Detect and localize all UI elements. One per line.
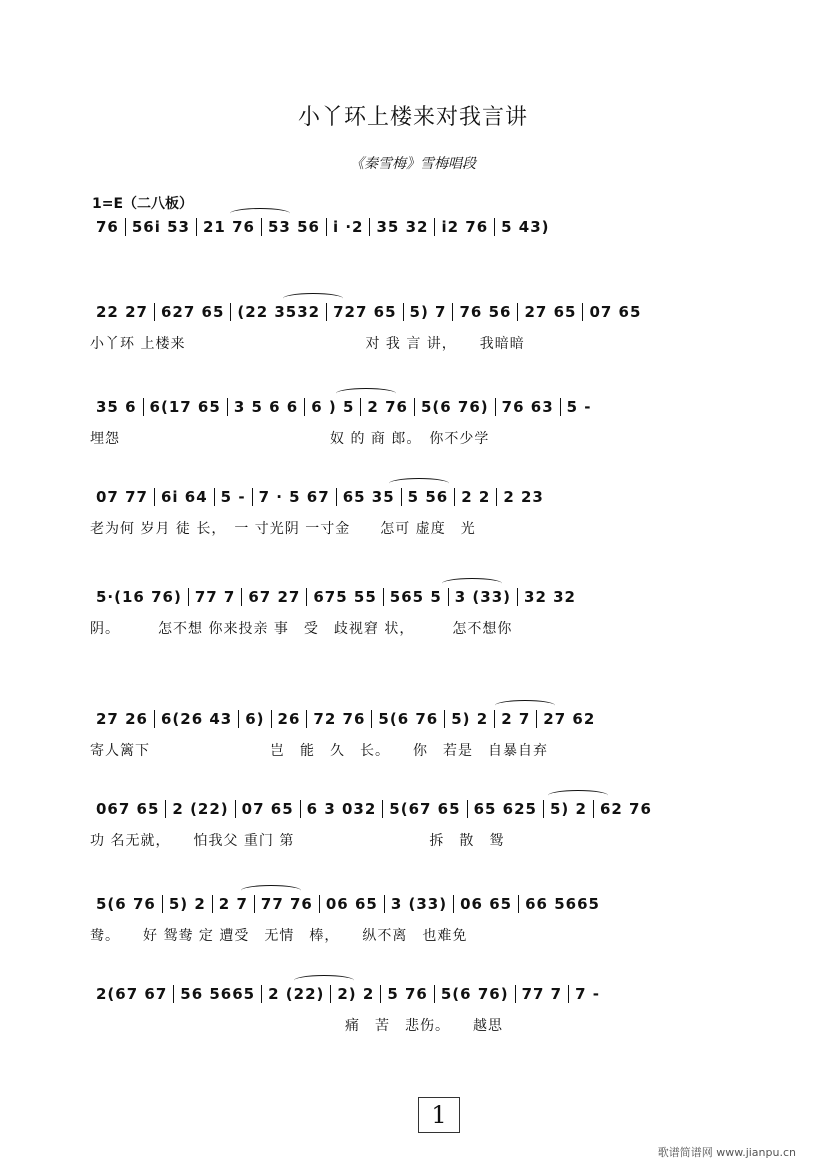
measure: 067 65 [90, 800, 166, 818]
measure: 5 56 [402, 488, 456, 506]
measure: 56 5665 [174, 985, 262, 1003]
notation-row [90, 895, 758, 917]
measure: 2 23 [503, 488, 544, 506]
measure: 27 62 [543, 710, 596, 728]
measure: 77 7 [516, 985, 570, 1003]
measure: 5(6 76) [435, 985, 516, 1003]
slur-mark [495, 700, 555, 711]
key-signature: 1=E（二八板） [92, 196, 194, 212]
slur-mark [336, 388, 396, 399]
measure: 53 56 [262, 218, 327, 236]
measure: 65 625 [468, 800, 544, 818]
measure: 2(67 67 [90, 985, 174, 1003]
notation-row [90, 488, 758, 510]
measure: 27 26 [90, 710, 155, 728]
measure: 06 65 [320, 895, 385, 913]
measure: 675 55 [307, 588, 383, 606]
notation-row [90, 588, 758, 610]
measure: 2 7 [213, 895, 255, 913]
measure: 5 - [215, 488, 253, 506]
measure: 22 27 [90, 303, 155, 321]
measure: 06 65 [454, 895, 519, 913]
lyric-row: 小丫环 上楼来 对 我 言 讲， 我暗暗 [90, 336, 525, 352]
measure: 5 76 [381, 985, 435, 1003]
measure: 6 ) 5 [305, 398, 361, 416]
measure: 56i 53 [126, 218, 197, 236]
notation-row [90, 985, 758, 1007]
measure: 5) 2 [544, 800, 594, 818]
measure: 5) 7 [404, 303, 454, 321]
page-title: 小丫环上楼来对我言讲 [297, 105, 528, 130]
lyric-row: 痛 苦 悲伤。 越思 [90, 1018, 503, 1034]
slur-mark [548, 790, 608, 801]
measure: 27 65 [518, 303, 583, 321]
measure: 2 76 [361, 398, 415, 416]
slur-mark [241, 885, 301, 896]
measure: 76 [90, 218, 126, 236]
measure: 5(6 76 [372, 710, 445, 728]
measure: 6i 64 [155, 488, 215, 506]
measure: 565 5 [384, 588, 449, 606]
measure: 5·(16 76) [90, 588, 189, 606]
lyric-row: 老为何 岁月 徒 长， 一 寸光阴 一寸金 怎可 虚度 光 [90, 521, 476, 537]
measure: 6) [239, 710, 271, 728]
measure: 727 65 [327, 303, 403, 321]
measure: 65 35 [337, 488, 402, 506]
measure: 77 76 [255, 895, 320, 913]
measure: (22 3532 [231, 303, 327, 321]
measure: 6(17 65 [144, 398, 228, 416]
measure: 35 6 [90, 398, 144, 416]
measure: 07 65 [236, 800, 301, 818]
measure: 2 (22) [262, 985, 331, 1003]
slur-mark [389, 478, 449, 489]
measure: 66 5665 [525, 895, 600, 913]
measure: 77 7 [189, 588, 243, 606]
measure: 6(26 43 [155, 710, 239, 728]
measure: 07 77 [90, 488, 155, 506]
notation-row [90, 398, 758, 420]
measure: 2 2 [455, 488, 497, 506]
measure: 5(6 76) [415, 398, 496, 416]
notation-row [90, 800, 758, 822]
measure: 2) 2 [331, 985, 381, 1003]
measure: i ·2 [327, 218, 371, 236]
watermark: 歌谱简谱网 www.jianpu.cn [657, 1146, 796, 1159]
measure: 5 43) [501, 218, 550, 236]
measure: 5(67 65 [383, 800, 467, 818]
measure: 3 5 6 6 [228, 398, 305, 416]
measure: 3 (33) [385, 895, 454, 913]
lyric-row: 寄人篱下 岂 能 久 长。 你 若是 自暴自弃 [90, 743, 548, 759]
lyric-row: 鸯。 好 鸳鸯 定 遭受 无情 棒， 纵不离 也难免 [90, 928, 468, 944]
slur-mark [442, 578, 502, 589]
measure: 67 27 [242, 588, 307, 606]
measure: 72 76 [307, 710, 372, 728]
notation-row [90, 303, 758, 325]
measure: 32 32 [524, 588, 576, 606]
measure: 5) 2 [163, 895, 213, 913]
slur-mark [283, 293, 343, 304]
notation-row [90, 710, 758, 732]
measure: 76 56 [453, 303, 518, 321]
subtitle: 《秦雪梅》雪梅唱段 [350, 156, 476, 172]
measure: 2 7 [495, 710, 537, 728]
lyric-row: 埋怨 奴 的 商 郎。 你不少学 [90, 431, 490, 447]
measure: 627 65 [155, 303, 231, 321]
slur-mark [230, 208, 290, 219]
measure: 5(6 76 [90, 895, 163, 913]
measure: 7 - [575, 985, 600, 1003]
measure: 2 (22) [166, 800, 235, 818]
measure: 6 3 032 [301, 800, 384, 818]
measure: 07 65 [589, 303, 642, 321]
measure: 26 [272, 710, 308, 728]
lyric-row: 功 名无就， 怕我父 重门 第 拆 散 鸳 [90, 833, 505, 849]
measure: 76 63 [496, 398, 561, 416]
measure: 5 - [566, 398, 592, 416]
measure: 62 76 [599, 800, 652, 818]
measure: 5) 2 [445, 710, 495, 728]
measure: 3 (33) [449, 588, 518, 606]
notation-row [90, 218, 758, 240]
page-number: 1 [418, 1097, 460, 1133]
lyric-row: 阴。 怎不想 你来投亲 事 受 歧视窘 状， 怎不想你 [90, 621, 513, 637]
slur-mark [294, 975, 354, 986]
measure: i2 76 [435, 218, 495, 236]
measure: 21 76 [197, 218, 262, 236]
measure: 7 · 5 67 [253, 488, 337, 506]
lyric-row [90, 248, 758, 268]
measure: 35 32 [370, 218, 435, 236]
